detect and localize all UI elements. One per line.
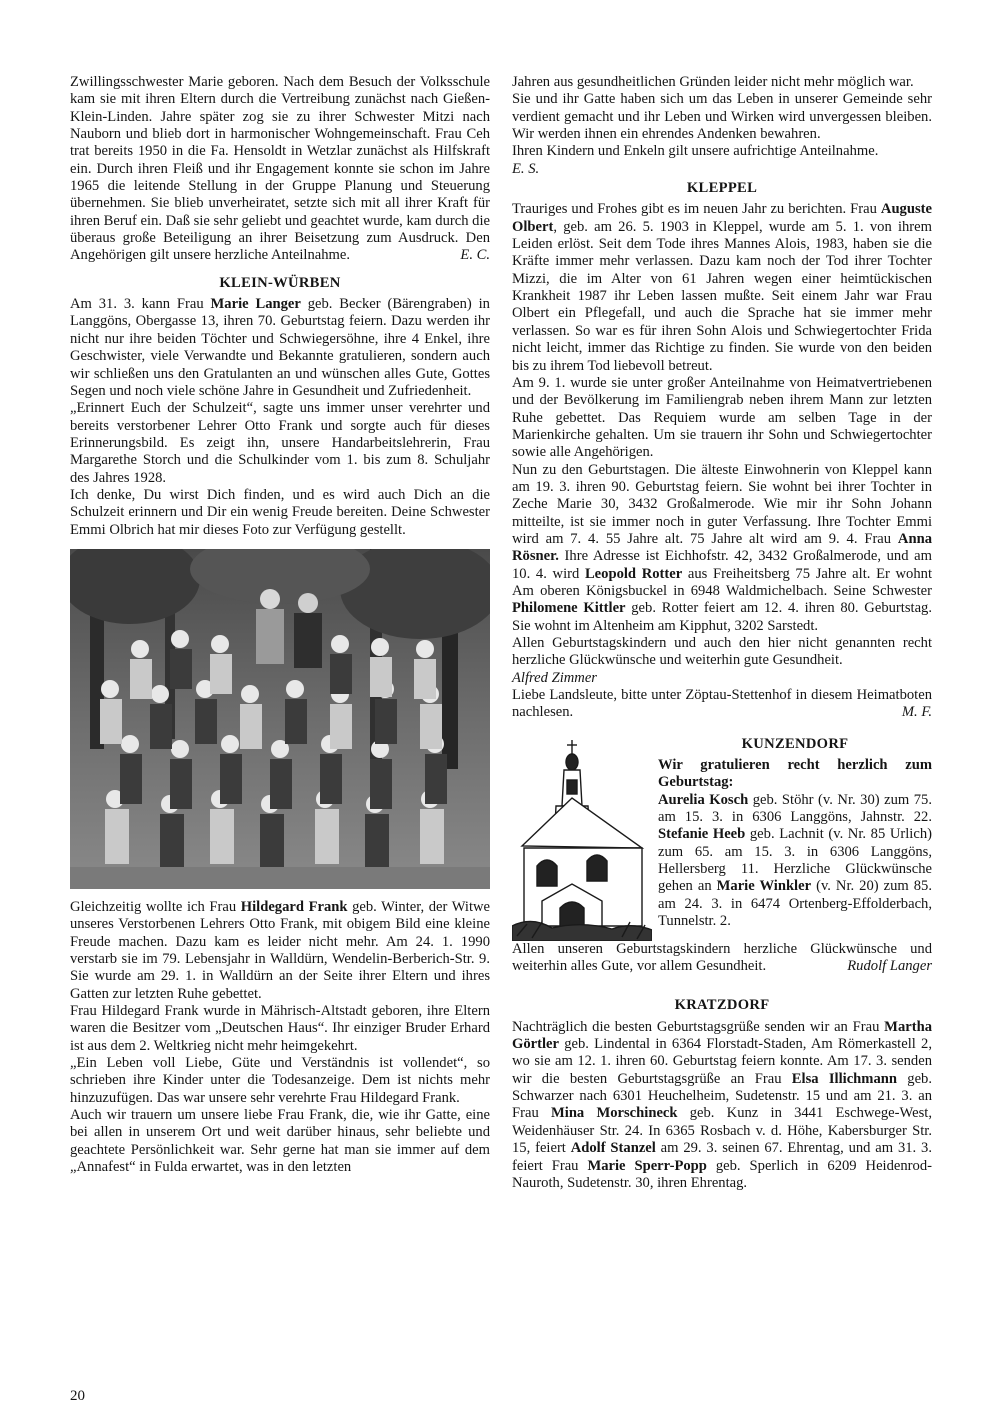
page-number: 20 xyxy=(70,1388,85,1404)
paragraph-leben-voll-liebe: „Ein Leben voll Liebe, Güte und Verständnis ist vollendet“, so schrieben ihre Kinder unter die Todesanzeige. Dem ist nichts mehr hinzuzufügen. Das war unsere sehr verehrte Frau Hildegard Frank. xyxy=(70,1055,490,1106)
name-martha-goertler: Martha Görtler xyxy=(512,1018,932,1053)
paragraph-trauern: Auch wir trauern um unsere liebe Frau Frank, die, wie ihr Gatte, eine bei allen in unserem Ort und weit darüber hinaus, sehr beliebte und geachtete Persönlichkeit war. Sehr gerne hat man sie immer auf dem „Annafest“ in Fulda erwartet, was in den letzten xyxy=(70,1107,490,1176)
kunzendorf-block xyxy=(512,736,932,941)
signature-alfred-zimmer: Alfred Zimmer xyxy=(512,669,597,686)
paragraph-schulzeit: „Erinnert Euch der Schulzeit“, sagte uns immer unser verehrter und bereits verstorbener Lehrer Otto Frank und sorgte auch für dieses Erinnerungsbild. Es zeigt ihn, unsere Handarbeitslehrerin, Frau Margarethe Storch und die Schulkinder vom 1. bis zum 8. Schuljahr des Jahres 1928. xyxy=(70,400,490,486)
name-marie-winkler: Marie Winkler xyxy=(716,878,812,895)
name-stefanie-heeb: Stefanie Heeb xyxy=(658,826,746,843)
left-column xyxy=(70,74,490,1176)
name-hildegard-frank: Hildegard Frank xyxy=(240,898,348,915)
heading-kunzendorf: KUNZENDORF xyxy=(741,735,849,752)
paragraph-landsleute: Liebe Landsleute, bitte unter Zöptau-Stettenhof in diesem Heimatboten nachlesen. M. F. xyxy=(512,687,932,721)
name-mina-morschineck: Mina Morschineck xyxy=(550,1105,678,1122)
name-aurelia-kosch: Aurelia Kosch xyxy=(658,791,749,808)
name-auguste-olbert: Auguste Olbert xyxy=(512,201,932,235)
paragraph-maehrisch-altstadt: Frau Hildegard Frank wurde in Mährisch-Altstadt geboren, ihre Eltern waren die Besitzer vom „Deutschen Haus“. Ihr einziger Bruder Erhard ist aus dem 2. Weltkrieg nicht mehr heimgekehrt. xyxy=(70,1003,490,1054)
church-illustration xyxy=(512,736,652,941)
name-philomene-kittler: Philomene Kittler xyxy=(512,600,626,617)
signature-rudolf-langer: Rudolf Langer xyxy=(847,958,932,975)
kunzendorf-intro: Wir gratulieren recht herzlich zum Geburtstag: xyxy=(658,757,932,791)
paragraph-beisetzung: Am 9. 1. wurde sie unter großer Anteilnahme von Heimatvertriebenen und der Bevölkerung im Familiengrab neben ihrem Mann zur letzten Ruhe gebettet. Das Requiem wurde am selben Tage in der Marienkirche gehalten. Um sie trauern ihr Sohn und Schwiegertochter sowie alle Angehörigen. xyxy=(512,374,932,461)
name-marie-sperr-popp: Marie Sperr-Popp xyxy=(587,1157,707,1174)
paragraph-glueckwuensche: Allen Geburtstagskindern und auch den hier nicht genannten recht herzliche Glückwünsche und weiterhin gute Gesundheit. xyxy=(512,635,932,669)
paragraph-auguste-olbert: Trauriges und Frohes gibt es im neuen Jahr zu berichten. Frau Auguste Olbert, geb. am 26. 5. 1903 in Kleppel, wurde am 5. 1. von ihrem Leiden erlöst. Seit dem Tode ihres Mannes Alois, 1983, haben sie die Kräfte immer mehr verlassen. Dazu kam noch der Tod ihrer Tochter Mizzi, die im Alter von 61 Jahren wegen einer heimtückischen Krankheit 1987 ihr Leben lassen mußte. Seit einem Jahr war Frau Olbert ein Pflegefall, und auch die Sprache hat sie immer mehr verlassen. So war es für ihren Sohn Alois und Schwiegertochter Frida nicht leicht, immer das Richtige zu finden. Sie wurde von den beiden bis zu ihrem Tod liebevoll betreut. xyxy=(512,201,932,374)
paragraph-kratzdorf: Nachträglich die besten Geburtstagsgrüße senden wir an Frau Martha Görtler geb. Lindental in 6364 Florstadt-Staden, Am Römerkastell 2, wo sie am 12. 1. ihren 60. Geburtstag feiern konnte. Am 17. 3. senden wir die besten Geburtstagsgrüße an Frau Elsa Illichmann geb. Schwarzer nach 6301 Heuchelheim, Sudetenstr. 15 und am 21. 3. an Frau Mina Morschineck geb. Kunz in 3441 Eschwege-West, Weidenhäuser Str. 24. In 6365 Rosbach v. d. Höhe, Kabersburger Str. 15, feiert Adolf Stanzel am 29. 3. seinen 67. Ehrentag, und am 31. 3. feiert Frau Marie Sperr-Popp geb. Sperlich in 6209 Heidenrod-Nauroth, Sudetenstr. 30, ihren Ehrentag. xyxy=(512,1018,933,1191)
paragraph-geburtstage-kleppel: Nun zu den Geburtstagen. Die älteste Einwohnerin von Kleppel kann am 19. 3. ihren 90. Geburtstag feiern. Sie wohnt bei ihrer Tochter in Zeche Marie 30, 3432 Großalmerode. Wie mir ihr Sohn Johann mitteilte, ist sie immer noch in guter Verfassung. Ihre Tochter Emmi wird am 7. 4. 55 Jahre alt. 75 Jahre alt wird am 9. 4. Frau Anna Rösner. Ihre Adresse ist Eichhofstr. 42, 3432 Großalmerode, und am 10. 4. wird Leopold Rotter aus Freiheitsberg 75 Jahre alt. Er wohnt Am oberen Königsbuckel in 6948 Waldmichelbach. Seine Schwester Philomene Kittler geb. Rotter feiert am 12. 4. ihren 80. Geburtstag. Sie wohnt im Altenheim am Kipphut, 3202 Sarstedt. xyxy=(512,461,932,634)
paragraph-anteilnahme: Ihren Kindern und Enkeln gilt unsere aufrichtige Anteilnahme. xyxy=(512,143,879,160)
paragraph-gatte: Sie und ihr Gatte haben sich um das Leben in unserer Gemeinde sehr verdient gemacht und ihr Leben und Wirken wird unvergessen bleiben. Wir werden ihnen ein ehrendes Andenken bewahren. xyxy=(512,91,932,143)
name-marie-langer: Marie Langer xyxy=(210,296,301,313)
paragraph-kunzendorf-wuensche: Allen unseren Geburtstagskindern herzliche Glückwünsche und weiterhin alles Gute, vor allem Gesundheit. Rudolf Langer xyxy=(512,940,932,975)
signature-mf: M. F. xyxy=(901,704,932,721)
paragraph-hildegard-frank: Gleichzeitig wollte ich Frau Hildegard Frank geb. Winter, der Witwe unseres Verstorbenen Lehrers Otto Frank, mit obigem Bild eine kleine Freude machen. Dazu kam es leider nicht mehr. Am 24. 1. 1990 verstarb sie im 79. Lebensjahr in Walldürn, Wendelin-Berberich-Str. 9. Sie wurde am 29. 1. in Walldürn an der Seite ihrer Eltern und ihres Gatten zur letzten Ruhe gebettet. xyxy=(70,898,491,1002)
heading-kleppel: KLEPPEL xyxy=(686,180,758,197)
name-adolf-stanzel: Adolf Stanzel xyxy=(570,1140,656,1157)
class-photo-image xyxy=(70,549,490,889)
name-leopold-rotter: Leopold Rotter xyxy=(584,565,683,582)
signature-es: E. S. xyxy=(512,160,540,177)
name-anna-roesner: Anna Rösner. xyxy=(512,530,932,565)
kunzendorf-birthdays: Aurelia Kosch geb. Stöhr (v. Nr. 30) zum 75. am 15. 3. in 6306 Langgöns, Jahnstr. 22. Stefanie Heeb geb. Lachnit (v. Nr. 85 Urlich) zum 65. am 15. 3. in 6306 Langgöns, Hellersberg 11. Herzliche Glückwünsche gehen an Marie Winkler (v. Nr. 20) zum 85. am 24. 3. in 6474 Ortenberg-Effolderbach, Tunnelstr. 2. xyxy=(658,791,932,930)
paragraph-foto: Ich denke, Du wirst Dich finden, und es wird auch Dich an die Schulzeit erinnern und Dir ein wenig Freude bereiten. Deine Schwester Emmi Olbrich hat mir dieses Foto zur Verfügung gestellt. xyxy=(70,486,490,538)
paragraph-ceh-obituary: Zwillingsschwester Marie geboren. Nach dem Besuch der Volksschule kam sie mit ihren Eltern durch die Vertreibung zunächst nach Gießen-Klein-Linden. Jahre später zog sie zu ihrer Schwester Mitzi nach Nauborn und blieb dort in harmonischer Wohngemeinschaft. Frau Ceh trat bereits 1950 in die Fa. Hensoldt in Wetzlar zunächst als Hilfskraft ein. Durch ihren Fleiß und ihr Engagement konnte sie schon im Jahre 1965 die leitende Stellung in der Gruppe Planung und Steuerung übernehmen. Sie blieb unverheiratet, setzte sich mit all ihrer Kraft für ihren Beruf ein. Daß sie sehr geliebt und geachtet wurde, kam durch die überaus große Beteiligung an ihrer Beisetzung zum Ausdruck. Den Angehörigen gilt unsere herzliche Anteilnahme. E. C. xyxy=(70,74,490,264)
name-elsa-illichmann: Elsa Illichmann xyxy=(791,1070,897,1087)
heading-klein-wuerben: KLEIN-WÜRBEN xyxy=(219,274,341,291)
heading-kratzdorf: KRATZDORF xyxy=(674,997,770,1014)
paragraph-continuation: Jahren aus gesundheitlichen Gründen leider nicht mehr möglich war. xyxy=(512,74,914,90)
signature-ec: E. C. xyxy=(460,247,490,264)
kunzendorf-text xyxy=(658,736,932,941)
paragraph-marie-langer: Am 31. 3. kann Frau Marie Langer geb. Becker (Bärengraben) in Langgöns, Obergasse 13, ihren 70. Geburtstag feiern. Dazu werden ihr nicht nur ihre beiden Töchter und Schwiegersöhne, ihre 4 Enkel, ihre Geschwister, viele Verwandte und Bekannte gratulieren, sondern auch wir schließen uns den Gratulanten an und wünschen alles Gute, Gottes Segen und noch viele schöne Jahre in Gesundheit und Zufriedenheit. xyxy=(70,296,490,399)
right-column xyxy=(512,74,932,1192)
